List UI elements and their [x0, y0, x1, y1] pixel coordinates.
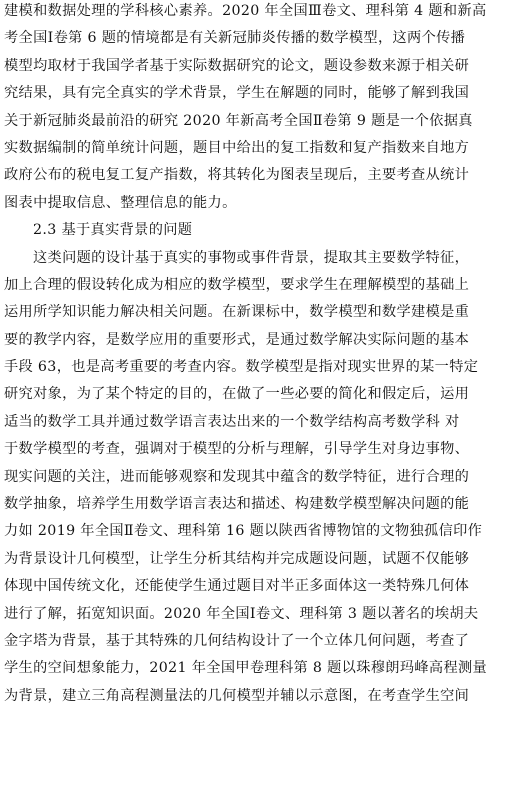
- text-line: 运用所学知识能力解决相关问题。在新课标中，数学模型和数学建模是重: [4, 304, 470, 321]
- text-line: 为背景，建立三角高程测量法的几何模型并辅以示意图，在考查学生空间: [4, 687, 470, 704]
- body-text: [4, 0, 518, 710]
- text-line: 实数据编制的简单统计问题，题目中给出的复工指数和复产指数来自地方: [4, 139, 470, 156]
- text-line: 于数学模型的考查，强调对于模型的分析与理解，引导学生对身边事物、: [4, 441, 470, 458]
- text-line: 金字塔为背景，基于其特殊的几何结构设计了一个立体几何问题，考查了: [4, 632, 470, 649]
- text-line: 研究对象，为了某个特定的目的，在做了一些必要的简化和假定后，运用: [4, 386, 470, 403]
- text-line: 建模和数据处理的学科核心素养。2020 年全国Ⅲ卷文、理科第 4 题和新高: [4, 3, 487, 19]
- text-line: 考全国Ⅰ卷第 6 题的情境都是有关新冠肺炎传播的数学模型，这两个传播: [4, 30, 466, 47]
- text-line: 要的教学内容，是数学应用的重要形式，是通过数学解决实际问题的基本: [4, 331, 470, 348]
- text-line: 加上合理的假设转化成为相应的数学模型，要求学生在理解模型的基础上: [4, 276, 470, 293]
- text-line: 数学抽象，培养学生用数学语言表达和描述、构建数学模型解决问题的能: [4, 496, 470, 513]
- text-line: 政府公布的税电复工复产指数，将其转化为图表呈现后，主要考查从统计: [4, 167, 470, 184]
- text-line: 关于新冠肺炎最前沿的研究 2020 年新高考全国Ⅱ卷第 9 题是一个依据真: [4, 112, 473, 129]
- text-line: 力如 2019 年全国Ⅱ卷文、理科第 16 题以陕西省博物馆的文物独孤信印作: [4, 523, 483, 540]
- text-line: 体现中国传统文化，还能使学生通过题目对半正多面体这一类特殊几何体: [4, 578, 470, 595]
- text-line: 模型均取材于我国学者基于实际数据研究的论文，题设参数来源于相关研: [4, 57, 470, 74]
- text-line: 手段 63，也是高考重要的考查内容。数学模型是指对现实世界的某一特定: [4, 359, 479, 376]
- text-line: 适当的数学工具并通过数学语言表达出来的一个数学结构高考数学科 对: [4, 413, 460, 430]
- text-line: 学生的空间想象能力，2021 年全国甲卷理科第 8 题以珠穆朗玛峰高程测量: [4, 660, 488, 677]
- text-line: 这类问题的设计基于真实的事物或事件背景，提取其主要数学特征，: [33, 249, 470, 266]
- text-line: 进行了解，拓宽知识面。2020 年全国Ⅰ卷文、理科第 3 题以著名的埃胡夫: [4, 605, 479, 622]
- text-line: 究结果，具有完全真实的学术背景，学生在解题的同时，能够了解到我国: [4, 85, 470, 102]
- text-line: 为背景设计几何模型，让学生分析其结构并完成题设问题，试题不仅能够: [4, 550, 470, 567]
- text-line: 现实问题的关注，进而能够观察和发现其中蕴含的数学特征，进行合理的: [4, 468, 470, 485]
- text-line: 图表中提取信息、整理信息的能力。: [4, 194, 237, 211]
- section-heading: 2.3 基于真实背景的问题: [33, 222, 193, 239]
